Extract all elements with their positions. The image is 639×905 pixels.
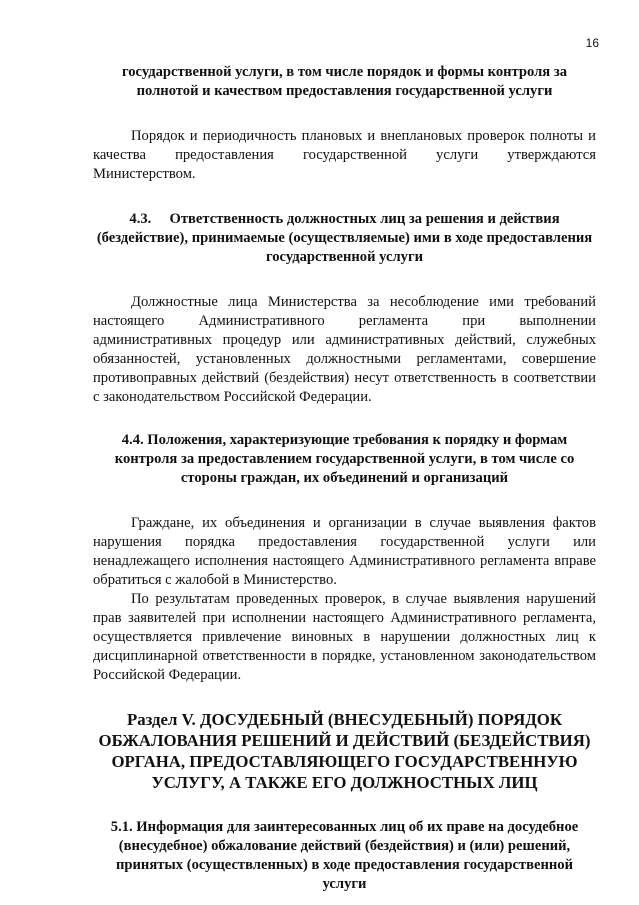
section-5-title: Раздел V. ДОСУДЕБНЫЙ (ВНЕСУДЕБНЫЙ) ПОРЯДОК ОБЖАЛОВАНИЯ РЕШЕНИЙ И ДЕЙСТВИЙ (БЕЗДЕЙСТВИЯ) ОРГАНА, ПРЕДОСТАВЛЯЮЩЕГО ГОСУДАРСТВЕННУЮ УСЛУГУ, А ТАКЖЕ ЕГО ДОЛЖНОСТНЫХ ЛИЦ xyxy=(98,710,591,792)
heading-continued: государственной услуги, в том числе порядок и формы контроля за полнотой и качеством предоставления государственной услуги xyxy=(121,64,568,99)
heading-4-3: 4.3. Ответственность должностных лиц за решения и действия (бездействие), принимаемые (осуществляемые) ими в ходе предоставления государственной услуги xyxy=(96,211,596,265)
page-number: 16 xyxy=(585,36,599,50)
paragraph-4-4-a: Граждане, их объединения и организации в случае выявления фактов нарушения порядка предоставления государственной услуги или ненадлежащего исполнения настоящего Административного регламента вправе обратиться с жалобой в Министерство. xyxy=(93,515,596,588)
paragraph-4-3: Должностные лица Министерства за несоблюдение ими требований настоящего Административного регламента при выполнении административных процедур или административных действий, служебных обязанностей, установленных должностными регламентами, совершение противоправных действий (бездействия) несут ответственность в соответствии с законодательством Российской Федерации. xyxy=(93,294,596,405)
document-body xyxy=(93,63,596,894)
heading-4-4: 4.4. Положения, характеризующие требования к порядку и формам контроля за предоставлением государственной услуги, в том числе со стороны граждан, их объединений и организаций xyxy=(114,432,575,486)
paragraph-4-4-b: По результатам проведенных проверок, в случае выявления нарушений прав заявителей при исполнении настоящего Административного регламента, осуществляется привлечение виновных в нарушении должностных лиц к дисциплинарной ответственности в порядке, установленном законодательством Российской Федерации. xyxy=(93,591,596,683)
heading-5-1: 5.1. Информация для заинтересованных лиц об их праве на досудебное (внесудебное) обжалование действий (бездействия) и (или) решений, принятых (осуществленных) в ходе предоставления государственной услуги xyxy=(110,819,579,892)
paragraph-4-2: Порядок и периодичность плановых и внеплановых проверок полноты и качества предоставления государственной услуги утверждаются Министерством. xyxy=(93,128,596,182)
